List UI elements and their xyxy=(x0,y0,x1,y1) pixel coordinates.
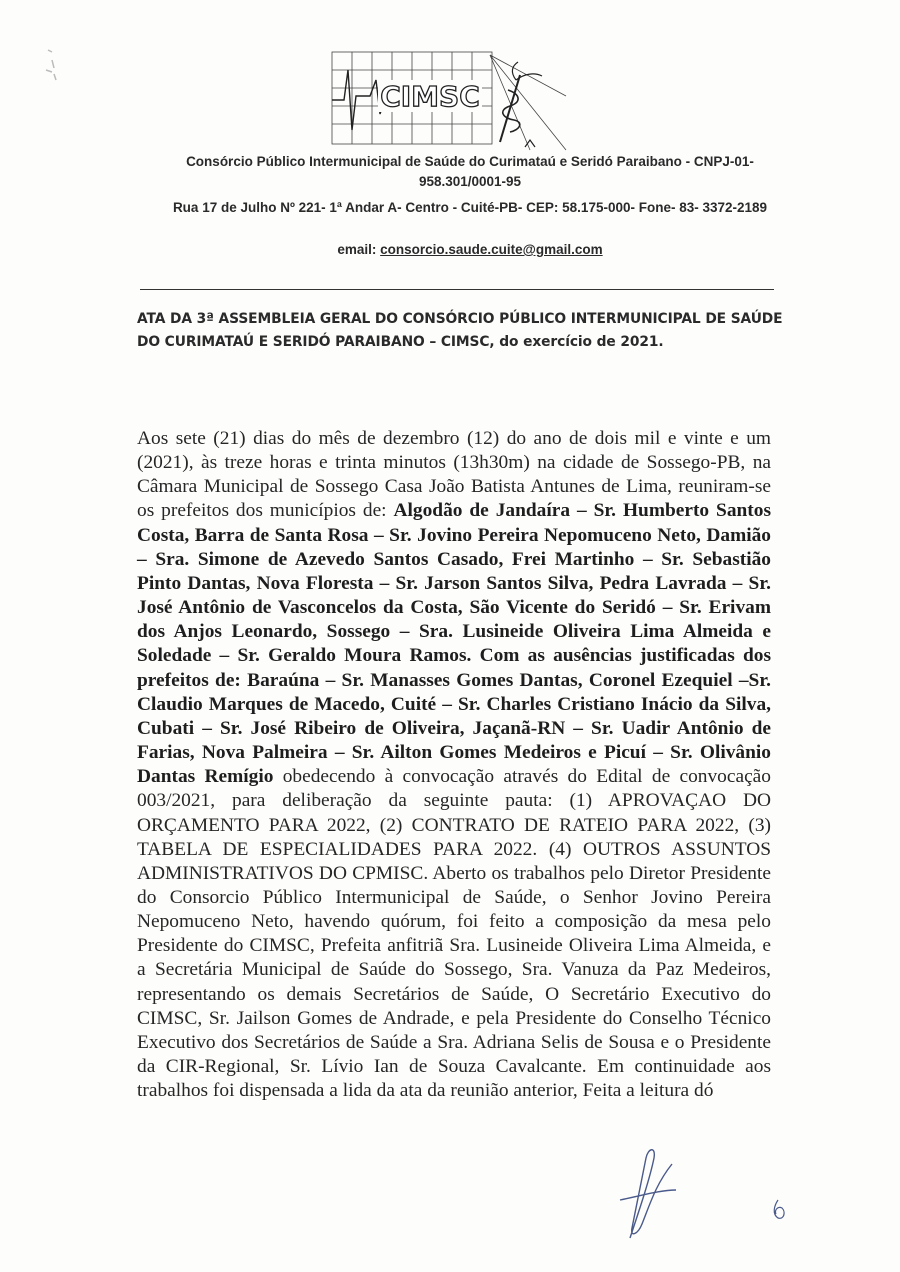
email-label: email: xyxy=(337,242,381,257)
email-link[interactable]: consorcio.saude.cuite@gmail.com xyxy=(380,242,603,257)
body-proceedings: obedecendo à convocação através do Edital de convocação 003/2021, para deliberação da seguinte pauta: (1) APROVAÇAO DO ORÇAMENTO PARA 2022, (2) CONTRATO DE RATEIO PARA 2022, (3) TABELA DE ESPECIALIDADES PARA 2022. (4) OUTROS ASSUNTOS ADMINISTRATIVOS DO CPMISC. Aberto os trabalhos pelo Diretor Presidente do Consorcio Público Intermunicipal de Saúde, o Senhor Jovino Pereira Nepomuceno Neto, havendo quórum, foi feito a composição da mesa pelo Presidente do CIMSC, Prefeita anfitriã Sra. Lusineide Oliveira Lima Almeida, e a Secretária Municipal de Saúde do Sossego, Sra. Vanuza da Paz Medeiros, representando os demais Secretários de Saúde, O Secretário Executivo do CIMSC, Sr. Jailson Gomes de Andrade, e pela Presidente do Conselho Técnico Executivo dos Secretários de Saúde a Sra. Adriana Selis de Sousa e o Presidente da CIR-Regional, Sr. Lívio Ian de Souza Cavalcante. Em continuidade aos trabalhos foi dispensada a lida da ata da reunião anterior, Feita a leitura dó xyxy=(137,766,771,1102)
cimsc-logo xyxy=(330,50,570,155)
body-attendees: Algodão de Jandaíra – Sr. Humberto Santos Costa, Barra de Santa Rosa – Sr. Jovino Pereira Nepomuceno Neto, Damião – Sra. Simone de Azevedo Santos Casado, Frei Martinho – Sr. Sebastião Pinto Dantas, Nova Floresta – Sr. Jarson Santos Silva, Pedra Lavrada – Sr. José Antônio de Vasconcelos da Costa, São Vicente do Seridó – Sr. Erivam dos Anjos Leonardo, Sossego – Sra. Lusineide Oliveira Lima Almeida e Soledade – Sr. Geraldo Moura Ramos. Com as ausências justificadas dos prefeitos de: Baraúna – Sr. Manasses Gomes Dantas, Coronel Ezequiel –Sr. Claudio Marques de Macedo, Cuité – Sr. Charles Cristiano Inácio da Silva, Cubati – Sr. José Ribeiro de Oliveira, Jaçanã-RN – Sr. Uadir Antônio de Farias, Nova Palmeira – Sr. Ailton Gomes Medeiros e Picuí – Sr. Olivânio Dantas Remígio xyxy=(137,500,772,788)
consortium-name: Consórcio Público Intermunicipal de Saúde do Curimataú e Seridó Paraibano - CNPJ-01-958.301/0001-95 xyxy=(186,154,754,189)
logo-text: CIMSC xyxy=(380,80,480,113)
consortium-email xyxy=(150,240,790,260)
consortium-address: Rua 17 de Julho Nº 221- 1ª Andar A- Centro - Cuité-PB- CEP: 58.175-000- Fone- 83- 3372-2189 xyxy=(172,200,768,215)
header-divider xyxy=(140,289,774,290)
document-title: ATA DA 3ª ASSEMBLEIA GERAL DO CONSÓRCIO PÚBLICO INTERMUNICIPAL DE SAÚDE DO CURIMATAÚ E SERIDÓ PARAIBANO – CIMSC, do exercício de 2021. xyxy=(137,311,783,350)
signature-initials xyxy=(600,1130,820,1250)
body-intro: Aos sete (21) dias do mês de dezembro (12) do ano de dois mil e vinte e um (2021), às treze horas e trinta minutos (13h30m) na cidade de Sossego-PB, na Câmara Municipal de Sossego Casa João Batista Antunes de Lima, reuniram-se os prefeitos dos municípios de: xyxy=(137,428,771,522)
minutes-body xyxy=(137,427,771,1103)
scan-mark xyxy=(40,40,80,90)
